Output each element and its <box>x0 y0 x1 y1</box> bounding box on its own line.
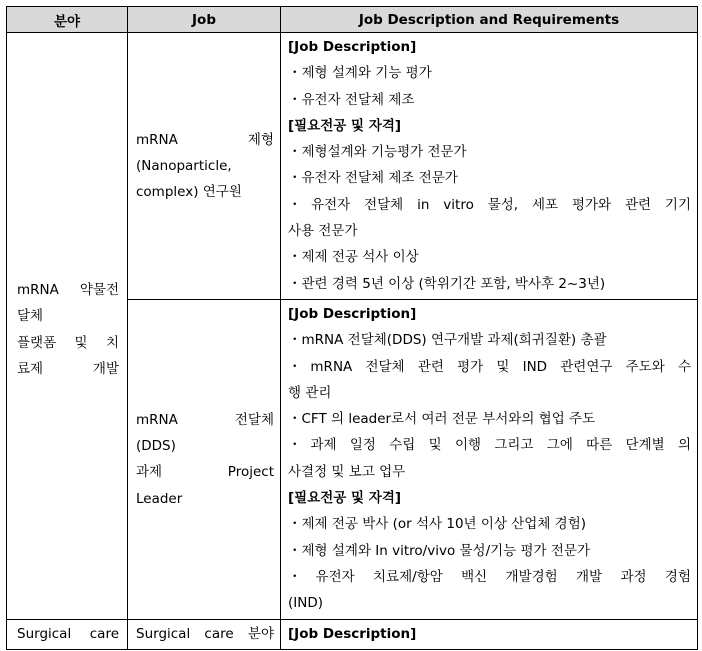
description-item: ・과제 일정 수립 및 이행 그리고 그에 따른 단계별 의 <box>288 437 691 454</box>
job-title-cell <box>128 299 281 619</box>
description-item: 행 관리 <box>288 384 332 401</box>
description-item: ・CFT 의 leader로서 여러 전문 부서와의 협업 주도 <box>288 411 596 428</box>
requirement-item: ・유전자 치료제/항암 백신 개발경험 개발 과정 경험 <box>288 568 691 585</box>
job-table <box>6 6 698 650</box>
requirement-item: ・제제 전공 박사 (or 석사 10년 이상 산업체 경험) <box>288 516 587 533</box>
job-title-line: 과제 Project <box>136 464 274 481</box>
requirement-item: ・제제 전공 석사 이상 <box>288 249 419 266</box>
job-title-line: (DDS) <box>136 437 176 454</box>
description-heading: [Job Description] <box>288 39 417 55</box>
requirements-heading: [필요전공 및 자격] <box>288 117 402 134</box>
job-title-line: mRNA 전달체 <box>136 411 274 428</box>
table-header-row <box>7 7 698 33</box>
description-heading: [Job Description] <box>288 305 417 322</box>
field-line: 료제 개발 <box>17 361 119 378</box>
job-description-cell <box>281 299 698 619</box>
requirement-item: ・유전자 전달체 in vitro 물성, 세포 평가와 관련 기기 <box>288 196 691 213</box>
table-row <box>7 619 698 649</box>
description-item: ・제형 설계와 기능 평가 <box>288 65 432 82</box>
job-title-line: complex) 연구원 <box>136 184 242 201</box>
job-title-cell <box>128 33 281 300</box>
field-cell <box>7 619 128 649</box>
description-item: ・mRNA 전달체 관련 평가 및 IND 관련연구 주도와 수 <box>288 358 691 375</box>
job-title-line: Leader <box>136 490 183 507</box>
field-cell <box>7 33 128 620</box>
header-description: Job Description and Requirements <box>281 7 698 33</box>
description-item: ・mRNA 전달체(DDS) 연구개발 과제(희귀질환) 총괄 <box>288 332 607 349</box>
header-field: 분야 <box>7 7 128 33</box>
job-title-cell <box>128 619 281 649</box>
field-line: 달체 <box>17 308 44 325</box>
requirement-item: ・유전자 전달체 제조 전문가 <box>288 170 458 187</box>
job-title-line: mRNA 제형 <box>136 131 274 148</box>
job-title-line: (Nanoparticle, <box>136 157 232 174</box>
table-row <box>7 33 698 300</box>
requirements-heading: [필요전공 및 자격] <box>288 490 402 507</box>
requirement-item: ・제형 설계와 In vitro/vivo 물성/기능 평가 전문가 <box>288 542 590 559</box>
header-job: Job <box>128 7 281 33</box>
field-line: 플랫폼 및 치 <box>17 334 119 351</box>
requirement-item: 사용 전문가 <box>288 223 358 240</box>
description-item: 사결정 및 보고 업무 <box>288 463 406 480</box>
description-heading: [Job Description] <box>288 625 417 642</box>
job-description-cell <box>281 619 698 649</box>
requirement-item: ・제형설계와 기능평가 전문가 <box>288 144 467 161</box>
job-description-cell <box>281 33 698 300</box>
requirement-item: ・관련 경력 5년 이상 (학위기간 포함, 박사후 2~3년) <box>288 275 606 292</box>
description-item: ・유전자 전달체 제조 <box>288 91 415 108</box>
field-line: Surgical care <box>17 625 119 642</box>
field-line: mRNA 약물전 <box>17 282 119 299</box>
requirement-item: (IND) <box>288 595 324 612</box>
job-title-line: Surgical care 분야 <box>136 625 274 642</box>
